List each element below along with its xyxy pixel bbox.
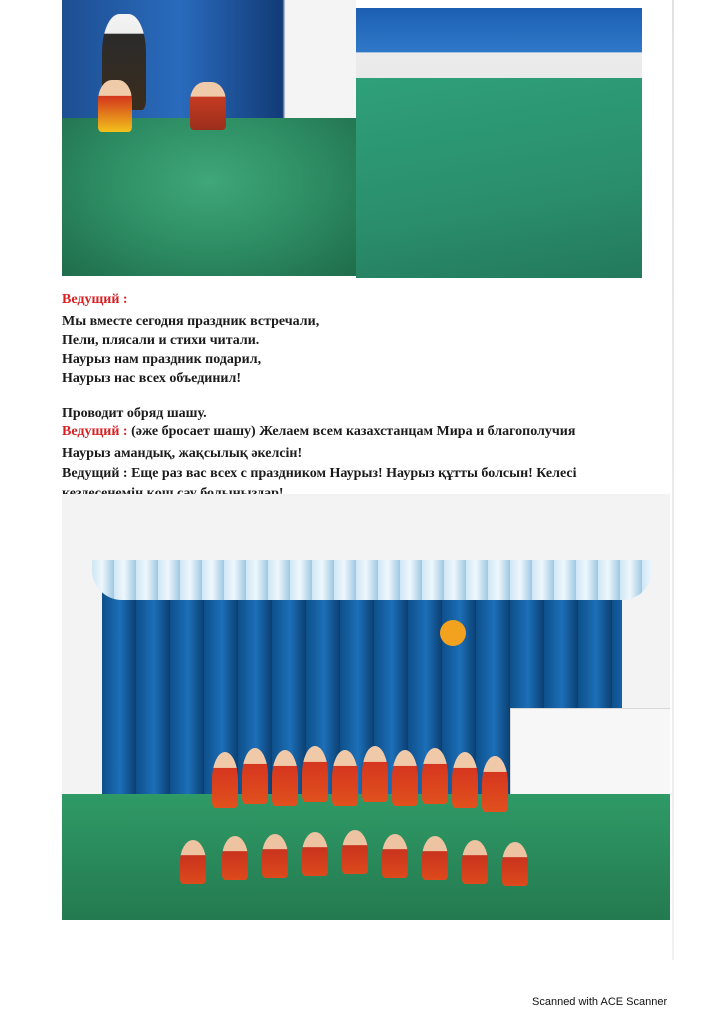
photo-child [452, 752, 478, 808]
photo-child [272, 750, 298, 806]
photo-sun-decoration [440, 620, 466, 646]
poem-line: Пели, плясали и стихи читали. [62, 333, 260, 348]
wish-text: Наурыз амандық, жақсылық әкелсін! [62, 446, 303, 461]
photo-floor [356, 78, 642, 278]
photo-child [362, 746, 388, 802]
photo-celebration-top-left [62, 0, 356, 276]
photo-group-celebration [62, 494, 670, 920]
photo-child-left [98, 80, 132, 132]
photo-child-seated [462, 840, 488, 884]
text-line-poem-3 [62, 350, 261, 369]
photo-child-seated [180, 840, 206, 884]
wish-text: (әже бросает шашу) Желаем всем казахстанцам Мира и благополучия [131, 424, 576, 439]
poem-line: Наурыз нам праздник подарил, [62, 352, 262, 367]
photo-child [242, 748, 268, 804]
photo-child [482, 756, 508, 812]
text-line-poem-4 [62, 369, 241, 388]
text-line-ritual [62, 404, 207, 423]
poem-line: Мы вместе сегодня праздник встречали, [62, 314, 320, 329]
text-line-wish [62, 422, 575, 441]
photo-child-seated [302, 832, 328, 876]
photo-child [422, 748, 448, 804]
photo-child [212, 752, 238, 808]
scanner-watermark-text: Scanned with ACE Scanner [532, 996, 668, 1008]
text-line-host-label [62, 290, 128, 309]
speaker-label: Ведущий : [62, 424, 132, 439]
photo-carpet [62, 118, 356, 276]
photo-child-seated [262, 834, 288, 878]
photo-ornament-valance [92, 560, 652, 600]
photo-child-seated [382, 834, 408, 878]
text-line-kazakh-wish [62, 444, 302, 463]
photo-background-wall [356, 8, 642, 88]
closing-text: Ведущий : Еще раз вас всех с праздником Наурыз! Наурыз құтты болсын! Келесі [62, 466, 577, 481]
text-line-poem-2 [62, 331, 259, 350]
photo-child-seated [342, 830, 368, 874]
text-line-closing-1 [62, 464, 576, 483]
photo-child [332, 750, 358, 806]
photo-celebration-top-right [356, 8, 642, 278]
photo-child [302, 746, 328, 802]
poem-line: Наурыз нас всех объединил! [62, 371, 241, 386]
photo-child-seated [422, 836, 448, 880]
text-line-poem-1 [62, 312, 319, 331]
photo-child-seated [502, 842, 528, 886]
photo-child-right [190, 82, 226, 130]
photo-child [392, 750, 418, 806]
ritual-text: Проводит обряд шашу. [62, 406, 207, 421]
page-edge [672, 0, 674, 960]
photo-child-seated [222, 836, 248, 880]
speaker-label: Ведущий : [62, 292, 128, 307]
